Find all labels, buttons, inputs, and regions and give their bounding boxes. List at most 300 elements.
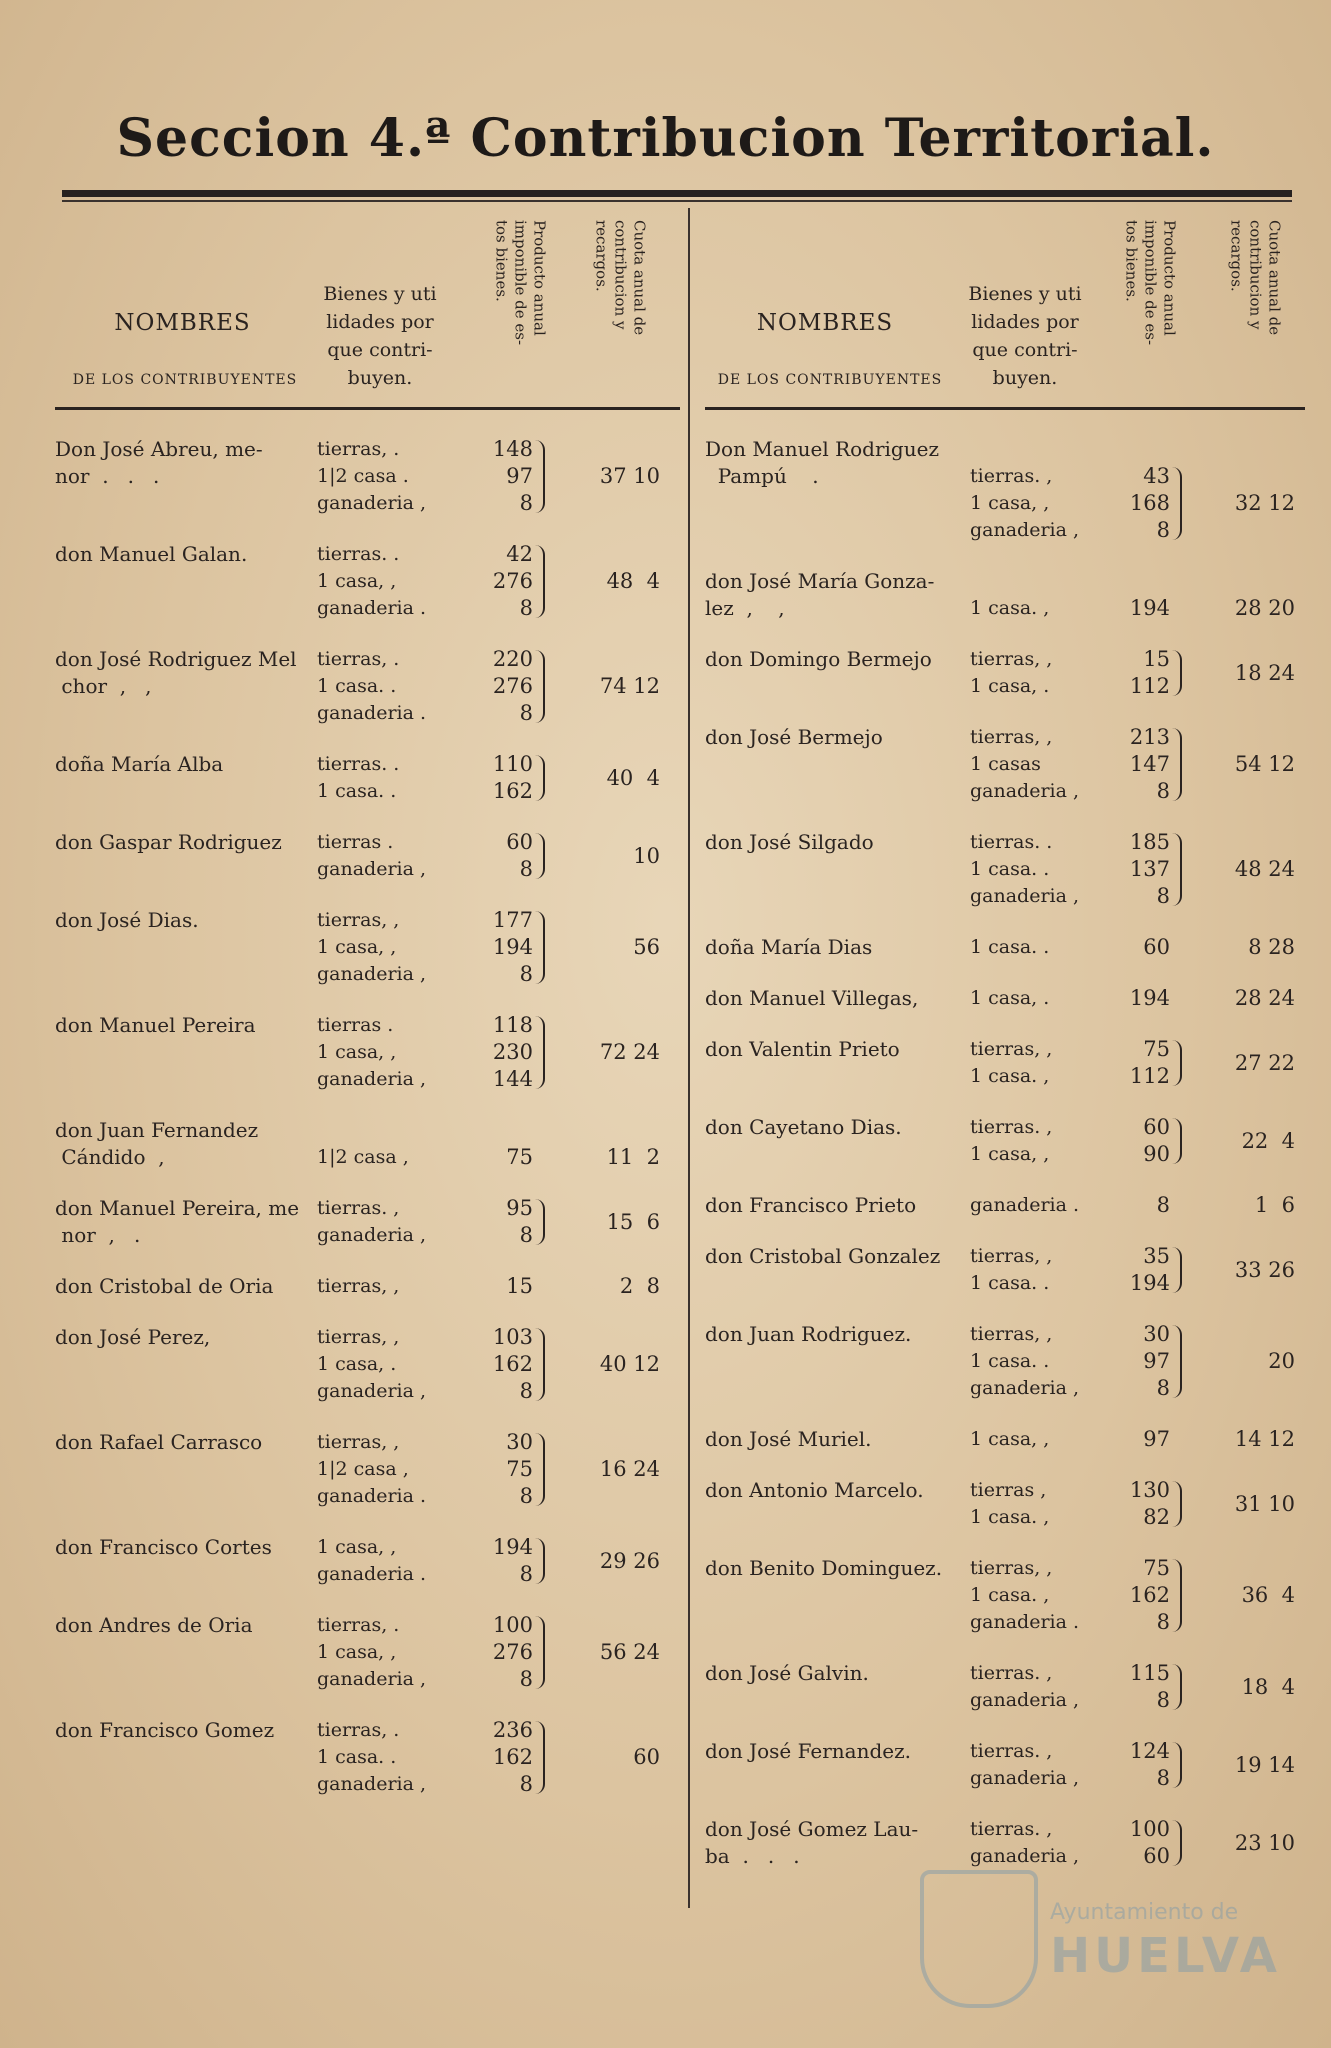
cuota-value: 1 6: [1254, 1193, 1295, 1217]
producto-values: [473, 1195, 533, 1249]
producto-value: 97: [1143, 1349, 1170, 1373]
entry-row: [55, 436, 680, 541]
producto-value: 194: [1129, 596, 1170, 620]
cuota-value: 18 24: [1234, 660, 1295, 685]
property-item: 1 casa, ,: [970, 1143, 1050, 1165]
property-item: tierras, .: [317, 1719, 400, 1741]
property-item: tierras, ,: [970, 1245, 1053, 1267]
cuota-value: 54 12: [1234, 752, 1295, 776]
producto-value: 130: [1129, 1478, 1170, 1502]
entry-row: [55, 1117, 680, 1195]
property-item: ganaderia .: [317, 702, 427, 724]
cuota-value: 40 12: [599, 1352, 660, 1376]
producto-values: [473, 646, 533, 727]
producto-values: [473, 1273, 533, 1300]
producto-value: 30: [1143, 1322, 1170, 1346]
header-bienes: Bienes y uti lidades por que contri- buyen.: [323, 283, 437, 389]
brace: [535, 755, 545, 801]
contributor-name: Don José Abreu, me- nor . . .: [55, 437, 263, 488]
contributor-name: don Manuel Pereira: [55, 1013, 256, 1037]
property-item: tierras. .: [970, 831, 1053, 853]
contributor-name: don Cayetano Dias.: [705, 1115, 902, 1139]
left-header: [55, 210, 680, 410]
property-item: tierras, ,: [970, 1038, 1053, 1060]
property-list: [970, 985, 1049, 1012]
property-item: 1 casa. .: [970, 936, 1050, 958]
producto-value: 124: [1129, 1739, 1170, 1763]
contributor-name: don José Bermejo: [705, 725, 883, 749]
property-item: ganaderia .: [317, 597, 427, 619]
property-item: ganaderia .: [317, 1563, 427, 1585]
producto-values: [1110, 1192, 1170, 1219]
producto-values: [473, 1612, 533, 1693]
producto-value: 60: [1143, 1115, 1170, 1139]
property-list: [970, 1660, 1079, 1714]
header-rule: [705, 407, 1305, 410]
brace: [1172, 1742, 1182, 1788]
producto-values: [473, 1534, 533, 1588]
property-item: tierras. ,: [970, 1818, 1053, 1840]
producto-value: 162: [492, 779, 533, 803]
producto-value: 220: [492, 647, 533, 671]
contributor-name: doña María Alba: [55, 752, 224, 776]
brace: [535, 1721, 545, 1794]
property-item: [970, 436, 1079, 463]
entry-row: [55, 829, 680, 907]
producto-value: 148: [492, 437, 533, 461]
entry-row: [705, 1660, 1305, 1738]
entry-row: [55, 1273, 680, 1324]
property-item: 1 casa. ,: [970, 597, 1050, 619]
property-list: [970, 829, 1079, 910]
contributor-name: don José Perez,: [55, 1325, 211, 1349]
producto-value: 137: [1129, 857, 1170, 881]
header-producto: Producto anual imponible de es- tos bienes.: [492, 220, 549, 346]
header-cuota: Cuota anual de contribucion y recargos.: [1227, 220, 1284, 336]
property-item: ganaderia ,: [317, 1668, 427, 1690]
contributor-name: don Francisco Prieto: [705, 1193, 917, 1217]
entry-row: [55, 1612, 680, 1717]
entry-row: [55, 646, 680, 751]
producto-value: 194: [492, 1535, 533, 1559]
property-item: ganaderia ,: [970, 885, 1080, 907]
brace: [535, 1538, 545, 1584]
property-item: [970, 568, 1049, 595]
property-item: 1 casa, ,: [317, 936, 397, 958]
property-item: 1 casa. .: [317, 780, 397, 802]
producto-value: 276: [492, 674, 533, 698]
brace: [535, 911, 545, 984]
property-item: tierras, ,: [970, 726, 1053, 748]
right-entries: [705, 436, 1305, 1894]
property-item: tierras, ,: [317, 1431, 400, 1453]
brace: [535, 1616, 545, 1689]
property-list: [970, 1477, 1049, 1531]
cuota-value: 74 12: [599, 674, 660, 698]
producto-value: 95: [506, 1196, 533, 1220]
cuota-value: 56 24: [599, 1640, 660, 1664]
header-names-sub: DE LOS CONTRIBUYENTES: [717, 372, 943, 388]
brace: [535, 1199, 545, 1245]
property-item: 1 casa, .: [970, 675, 1050, 697]
property-list: [317, 1273, 399, 1300]
entry-row: [705, 1192, 1305, 1243]
property-item: tierras. .: [317, 543, 400, 565]
cuota-value: 56: [633, 935, 660, 959]
producto-values: [1110, 829, 1170, 910]
producto-value: 177: [492, 908, 533, 932]
producto-value: [1110, 436, 1170, 463]
contributor-name: don Cristobal de Oria: [55, 1274, 274, 1298]
producto-value: 8: [1156, 884, 1170, 908]
property-list: [970, 1243, 1052, 1297]
property-item: ganaderia .: [317, 1485, 427, 1507]
cuota-value: 16 24: [599, 1457, 660, 1481]
producto-value: 110: [492, 752, 533, 776]
header-names: NOMBRES: [114, 310, 251, 336]
property-item: tierras .: [317, 831, 394, 853]
watermark-line2: HUELVA: [1050, 1928, 1281, 1984]
property-item: ganaderia ,: [317, 1068, 427, 1090]
cuota-value: 2 8: [619, 1274, 660, 1298]
header-names: NOMBRES: [756, 310, 894, 336]
property-item: ganaderia ,: [317, 1773, 427, 1795]
entry-row: [705, 1426, 1305, 1477]
property-item: tierras, ,: [317, 1326, 400, 1348]
entry-row: [55, 541, 680, 646]
producto-value: 8: [519, 1667, 533, 1691]
property-item: 1 casa. ,: [970, 1065, 1050, 1087]
producto-value: 144: [492, 1067, 533, 1091]
property-item: tierras. ,: [970, 1116, 1053, 1138]
property-item: ganaderia ,: [317, 1380, 427, 1402]
cuota-value: 14 12: [1234, 1427, 1295, 1451]
brace: [1172, 833, 1182, 906]
contributor-name: don José Dias.: [55, 908, 199, 932]
property-list: [317, 541, 426, 622]
entry-row: [705, 1036, 1305, 1114]
producto-value: 90: [1143, 1142, 1170, 1166]
entry-row: [55, 907, 680, 1012]
brace: [1172, 1664, 1182, 1710]
producto-value: 100: [1129, 1817, 1170, 1841]
left-column: [55, 210, 680, 1822]
entry-row: [55, 1012, 680, 1117]
producto-value: 75: [1143, 1556, 1170, 1580]
property-item: 1 casa. .: [970, 1350, 1050, 1372]
producto-values: [473, 1117, 533, 1171]
cuota-value: 27 22: [1234, 1050, 1295, 1075]
brace: [535, 650, 545, 723]
producto-value: 42: [506, 542, 533, 566]
producto-values: [473, 1717, 533, 1798]
brace: [1172, 1481, 1182, 1527]
brace: [1172, 1118, 1182, 1164]
entry-row: [55, 1534, 680, 1612]
property-list: [970, 1738, 1079, 1792]
property-item: tierras ,: [970, 1479, 1047, 1501]
cuota-value: 72 24: [599, 1040, 660, 1064]
property-item: 1 casa, ,: [317, 1041, 397, 1063]
producto-value: [473, 1117, 533, 1144]
producto-values: [1110, 1477, 1170, 1531]
producto-value: 30: [506, 1430, 533, 1454]
producto-value: 185: [1129, 830, 1170, 854]
property-list: [970, 646, 1052, 700]
producto-values: [1110, 985, 1170, 1012]
cuota-value: 22 4: [1241, 1128, 1295, 1153]
property-item: 1 casas: [970, 753, 1041, 775]
producto-value: 8: [1156, 1376, 1170, 1400]
property-list: [970, 568, 1049, 622]
producto-value: 100: [492, 1613, 533, 1637]
cuota-value: 33 26: [1234, 1257, 1295, 1282]
entry-row: [55, 1195, 680, 1273]
producto-values: [1110, 436, 1170, 544]
cuota-value: 28 20: [1234, 596, 1295, 620]
property-item: ganaderia ,: [970, 1845, 1080, 1867]
producto-value: 118: [492, 1013, 533, 1037]
property-item: tierras, .: [317, 1614, 400, 1636]
cuota-value: 23 10: [1234, 1830, 1295, 1855]
right-column: [705, 210, 1305, 1894]
entry-row: [705, 985, 1305, 1036]
producto-value: 8: [1156, 1193, 1170, 1217]
entry-row: [705, 436, 1305, 568]
property-item: 1 casa. .: [317, 675, 397, 697]
property-list: [317, 829, 426, 883]
entry-row: [705, 1114, 1305, 1192]
cuota-value: 29 26: [599, 1548, 660, 1573]
producto-value: 162: [1129, 1583, 1170, 1607]
producto-value: 103: [492, 1325, 533, 1349]
header-producto: Producto anual imponible de es- tos bienes.: [1122, 220, 1179, 346]
contributor-name: don Manuel Villegas,: [705, 986, 919, 1010]
producto-value: 60: [506, 830, 533, 854]
entry-row: [705, 646, 1305, 724]
contributor-name: don Juan Fernandez Cándido ,: [55, 1118, 259, 1169]
property-item: tierras, .: [317, 438, 400, 460]
brace: [535, 545, 545, 618]
property-list: [970, 724, 1079, 805]
property-item: tierras. .: [317, 753, 400, 775]
property-item: 1 casa. ,: [970, 1506, 1050, 1528]
right-header: [705, 210, 1305, 410]
contributor-name: don José Silgado: [705, 830, 874, 854]
producto-values: [1110, 1555, 1170, 1636]
producto-value: 43: [1143, 464, 1170, 488]
producto-value: 8: [1156, 779, 1170, 803]
property-item: 1 casa, ,: [317, 1641, 397, 1663]
producto-value: 8: [519, 1484, 533, 1508]
brace: [1172, 1040, 1182, 1086]
property-item: 1 casa, .: [970, 987, 1050, 1009]
contributor-name: doña María Dias: [705, 935, 873, 959]
property-item: ganaderia ,: [317, 858, 427, 880]
contributor-name: don Gaspar Rodriguez: [55, 830, 282, 854]
entry-row: [705, 568, 1305, 646]
property-item: 1 casa. .: [970, 858, 1050, 880]
contributor-name: don José Muriel.: [705, 1427, 872, 1451]
producto-values: [1110, 1738, 1170, 1792]
property-list: [970, 1426, 1049, 1453]
contributor-name: don José María Gonza- lez , ,: [705, 569, 935, 620]
producto-values: [1110, 724, 1170, 805]
contributor-name: don Benito Dominguez.: [705, 1556, 943, 1580]
entry-row: [55, 1717, 680, 1822]
shield-logo-icon: [920, 1870, 1038, 2008]
contributor-name: don Manuel Pereira, me nor , .: [55, 1196, 300, 1247]
column-divider: [688, 208, 690, 1908]
producto-value: [1110, 568, 1170, 595]
producto-value: 97: [506, 464, 533, 488]
left-entries: [55, 436, 680, 1822]
property-item: 1 casa, .: [317, 1353, 397, 1375]
cuota-value: 36 4: [1241, 1583, 1295, 1607]
contributor-name: don José Fernandez.: [705, 1739, 911, 1763]
cuota-value: 32 12: [1234, 491, 1295, 515]
contributor-name: don José Galvin.: [705, 1661, 869, 1685]
property-list: [317, 1195, 426, 1249]
cuota-value: 48 24: [1234, 857, 1295, 881]
property-list: [970, 1036, 1052, 1090]
property-item: tierras. ,: [317, 1197, 400, 1219]
contributor-name: don Francisco Gomez: [55, 1718, 275, 1742]
property-item: ganaderia ,: [970, 1767, 1080, 1789]
property-item: tierras. ,: [970, 1662, 1053, 1684]
title-rule-thin: [62, 200, 1292, 202]
producto-values: [473, 1012, 533, 1093]
entry-row: [705, 724, 1305, 829]
entry-row: [705, 934, 1305, 985]
brace: [1172, 728, 1182, 801]
property-item: ganaderia .: [970, 1611, 1080, 1633]
header-names-sub: DE LOS CONTRIBUYENTES: [72, 372, 298, 388]
cuota-value: 40 4: [606, 765, 660, 790]
header-cuota: Cuota anual de contribucion y recargos.: [592, 220, 649, 336]
header-rule: [55, 407, 680, 410]
producto-values: [1110, 1036, 1170, 1090]
cuota-value: 18 4: [1241, 1674, 1295, 1699]
contributor-name: Don Manuel Rodriguez Pampú .: [705, 437, 939, 488]
cuota-value: 37 10: [599, 464, 660, 488]
entry-row: [55, 1324, 680, 1429]
entry-row: [705, 829, 1305, 934]
producto-value: 213: [1129, 725, 1170, 749]
property-list: [317, 1534, 426, 1588]
producto-values: [1110, 1660, 1170, 1714]
producto-value: 60: [1143, 935, 1170, 959]
brace: [535, 1016, 545, 1089]
contributor-name: don Antonio Marcelo.: [705, 1478, 924, 1502]
cuota-value: 60: [633, 1745, 660, 1769]
contributor-name: don Francisco Cortes: [55, 1535, 272, 1559]
producto-value: 8: [519, 491, 533, 515]
producto-value: 75: [506, 1457, 533, 1481]
producto-value: 8: [1156, 518, 1170, 542]
producto-value: 8: [519, 962, 533, 986]
producto-values: [1110, 1426, 1170, 1453]
property-item: 1 casa, ,: [317, 1536, 397, 1558]
property-item: tierras, .: [317, 648, 400, 670]
watermark: [920, 1860, 1281, 2010]
property-list: [970, 1114, 1052, 1168]
property-item: ganaderia ,: [317, 963, 427, 985]
cuota-value: 28 24: [1234, 986, 1295, 1010]
producto-value: 15: [506, 1274, 533, 1298]
property-item: tierras, ,: [970, 648, 1053, 670]
producto-value: 8: [519, 596, 533, 620]
entry-row: [55, 1429, 680, 1534]
property-list: [317, 1117, 409, 1171]
producto-value: 168: [1129, 491, 1170, 515]
property-list: [317, 907, 426, 988]
entry-row: [705, 1321, 1305, 1426]
property-item: 1|2 casa ,: [317, 1146, 409, 1168]
property-list: [317, 1717, 426, 1798]
property-item: ganaderia ,: [970, 1689, 1080, 1711]
producto-value: 8: [1156, 1610, 1170, 1634]
property-item: tierras, ,: [970, 1557, 1053, 1579]
producto-value: 75: [506, 1145, 533, 1169]
producto-value: 112: [1129, 674, 1170, 698]
property-item: 1 casa, ,: [317, 570, 397, 592]
header-bienes: Bienes y uti lidades por que contri- buyen.: [968, 283, 1082, 389]
producto-values: [473, 1429, 533, 1510]
producto-value: 115: [1129, 1661, 1170, 1685]
producto-values: [1110, 1243, 1170, 1297]
contributor-name: don José Gomez Lau- ba . . .: [705, 1817, 919, 1868]
entry-row: [705, 1738, 1305, 1816]
contributor-name: don Rafael Carrasco: [55, 1430, 263, 1454]
producto-value: 8: [519, 1772, 533, 1796]
property-list: [970, 1555, 1079, 1636]
producto-value: 194: [1129, 1271, 1170, 1295]
contributor-name: don Juan Rodriguez.: [705, 1322, 912, 1346]
property-list: [317, 436, 426, 517]
cuota-value: 20: [1268, 1349, 1295, 1373]
producto-value: 75: [1143, 1037, 1170, 1061]
producto-value: 236: [492, 1718, 533, 1742]
entry-row: [55, 751, 680, 829]
property-item: tierras, ,: [317, 1275, 400, 1297]
property-list: [317, 1012, 426, 1093]
property-item: tierras. ,: [970, 465, 1053, 487]
entry-row: [705, 1477, 1305, 1555]
property-list: [970, 1192, 1079, 1219]
producto-value: 60: [1143, 1844, 1170, 1868]
property-item: ganaderia .: [970, 1194, 1080, 1216]
entry-row: [705, 1555, 1305, 1660]
brace: [535, 1433, 545, 1506]
producto-value: 8: [519, 857, 533, 881]
producto-value: 8: [1156, 1766, 1170, 1790]
producto-values: [473, 907, 533, 988]
section-title: Seccion 4.ª Contribucion Territorial.: [116, 108, 1215, 169]
producto-value: 194: [1129, 986, 1170, 1010]
producto-values: [473, 541, 533, 622]
producto-value: 8: [519, 1562, 533, 1586]
producto-value: 8: [1156, 1688, 1170, 1712]
cuota-value: 15 6: [606, 1209, 660, 1234]
property-item: 1 casa, ,: [970, 492, 1050, 514]
contributor-name: don Domingo Bermejo: [705, 647, 932, 671]
brace: [535, 833, 545, 879]
property-item: 1 casa. ,: [970, 1584, 1050, 1606]
contributor-name: don Manuel Galan.: [55, 542, 248, 566]
property-item: tierras. ,: [970, 1740, 1053, 1762]
property-list: [970, 1321, 1079, 1402]
